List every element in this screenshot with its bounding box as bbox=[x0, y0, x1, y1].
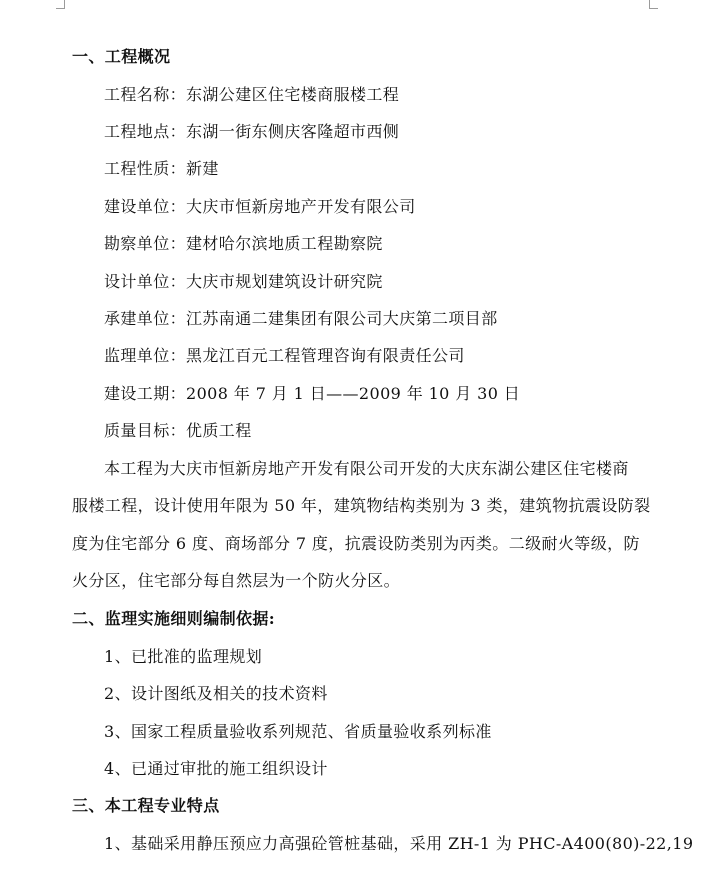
field-survey-unit: 勘察单位：建材哈尔滨地质工程勘察院 bbox=[104, 234, 383, 253]
page-corner-mark-top-right bbox=[649, 0, 658, 9]
field-construction-period: 建设工期：2008 年 7 月 1 日——2009 年 10 月 30 日 bbox=[104, 384, 521, 403]
section-heading-features: 三、本工程专业特点 bbox=[72, 796, 220, 815]
field-project-location: 工程地点：东湖一街东侧庆客隆超市西侧 bbox=[104, 122, 400, 141]
overview-paragraph-line-1: 本工程为大庆市恒新房地产开发有限公司开发的大庆东湖公建区住宅楼商 bbox=[104, 459, 629, 478]
field-project-name: 工程名称：东湖公建区住宅楼商服楼工程 bbox=[104, 85, 400, 104]
section-heading-basis: 二、监理实施细则编制依据: bbox=[72, 609, 276, 628]
field-design-unit: 设计单位：大庆市规划建筑设计研究院 bbox=[104, 272, 383, 291]
basis-list-item-1: 1、已批准的监理规划 bbox=[104, 647, 263, 666]
basis-list-item-3: 3、国家工程质量验收系列规范、省质量验收系列标准 bbox=[104, 722, 492, 741]
page-corner-mark-top-left bbox=[56, 0, 65, 9]
field-quality-goal: 质量目标：优质工程 bbox=[104, 421, 252, 440]
overview-paragraph-line-2: 服楼工程，设计使用年限为 50 年，建筑物结构类别为 3 类，建筑物抗震设防裂 bbox=[72, 496, 651, 515]
basis-list-item-2: 2、设计图纸及相关的技术资料 bbox=[104, 684, 328, 703]
field-project-nature: 工程性质：新建 bbox=[104, 159, 219, 178]
field-construction-unit: 建设单位：大庆市恒新房地产开发有限公司 bbox=[104, 197, 416, 216]
overview-paragraph-line-4: 火分区，住宅部分每自然层为一个防火分区。 bbox=[72, 571, 401, 590]
field-supervision-unit: 监理单位：黑龙江百元工程管理咨询有限责任公司 bbox=[104, 346, 465, 365]
features-line-1: 1、基础采用静压预应力高强砼管桩基础，采用 ZH-1 为 PHC-A400(80)-22,19 bbox=[104, 834, 694, 853]
basis-list-item-4: 4、已通过审批的施工组织设计 bbox=[104, 759, 328, 778]
section-heading-overview: 一、工程概况 bbox=[72, 47, 171, 66]
overview-paragraph-line-3: 度为住宅部分 6 度、商场部分 7 度，抗震设防类别为丙类。二级耐火等级，防 bbox=[72, 534, 640, 553]
field-contractor-unit: 承建单位：江苏南通二建集团有限公司大庆第二项目部 bbox=[104, 309, 498, 328]
